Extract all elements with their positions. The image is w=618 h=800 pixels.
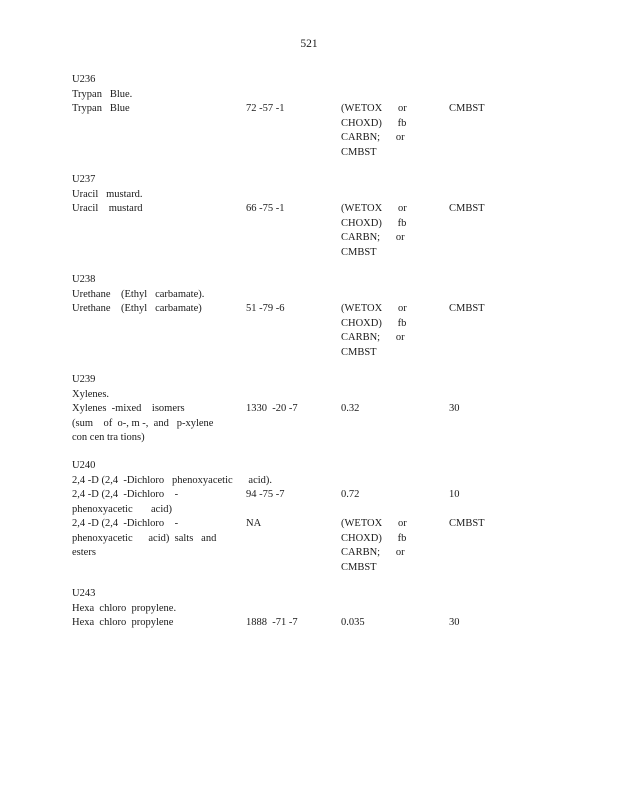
waste-code: U238: [72, 274, 96, 285]
waste-entry-u238: [72, 273, 552, 358]
wastewater-standard: (WETOX or CHOXD) fb CARBN; or CMBST: [341, 518, 407, 573]
cas-number: 51 -79 -6: [246, 303, 285, 314]
constituent-name: Trypan Blue: [72, 103, 130, 114]
table-row: [72, 202, 552, 258]
waste-code: U237: [72, 174, 96, 185]
constituent-name: Xylenes -mixed isomers (sum of o-, m -, and p-xylene con cen tra tions): [72, 403, 214, 443]
entry-title: 2,4 -D (2,4 -Dichloro phenoxyacetic acid).: [72, 474, 273, 486]
waste-code: U236: [72, 74, 96, 85]
cas-number: 66 -75 -1: [246, 203, 285, 214]
waste-entry-u236: [72, 73, 552, 158]
table-row: [72, 402, 552, 446]
nonwastewater-standard: 30: [449, 617, 460, 628]
nonwastewater-standard: CMBST: [449, 303, 485, 314]
table-row: [72, 102, 552, 158]
wastewater-standard: 0.32: [341, 403, 360, 414]
nonwastewater-standard: 10: [449, 489, 460, 500]
wastewater-standard: (WETOX or CHOXD) fb CARBN; or CMBST: [341, 203, 407, 258]
entry-title: Hexa chloro propylene.: [72, 602, 177, 614]
table-row: [72, 302, 552, 358]
table-row: [72, 517, 552, 575]
wastewater-standard: 0.035: [341, 617, 365, 628]
waste-code: U239: [72, 374, 96, 385]
constituent-name: Uracil mustard: [72, 203, 143, 214]
waste-entry-u240: [72, 459, 552, 575]
constituent-name: 2,4 -D (2,4 -Dichloro - phenoxyacetic acid) salts and esters: [72, 518, 217, 558]
nonwastewater-standard: CMBST: [449, 203, 485, 214]
wastewater-standard: (WETOX or CHOXD) fb CARBN; or CMBST: [341, 103, 407, 158]
entry-title: Uracil mustard.: [72, 188, 143, 200]
wastewater-standard: 0.72: [341, 489, 360, 500]
nonwastewater-standard: CMBST: [449, 103, 485, 114]
cas-number: 94 -75 -7: [246, 489, 285, 500]
table-row: [72, 488, 552, 517]
waste-entry-u243: [72, 587, 552, 631]
wastewater-standard: (WETOX or CHOXD) fb CARBN; or CMBST: [341, 303, 407, 358]
entry-title: Xylenes.: [72, 388, 110, 400]
cas-number: 1888 -71 -7: [246, 617, 298, 628]
nonwastewater-standard: 30: [449, 403, 460, 414]
cas-number: 1330 -20 -7: [246, 403, 298, 414]
cas-number: NA: [246, 518, 262, 529]
waste-entry-u239: [72, 373, 552, 446]
waste-code: U240: [72, 460, 96, 471]
waste-code: U243: [72, 588, 96, 599]
constituent-name: Urethane (Ethyl carbamate): [72, 303, 202, 314]
entry-title: Trypan Blue.: [72, 88, 133, 100]
nonwastewater-standard: CMBST: [449, 518, 485, 529]
cas-number: 72 -57 -1: [246, 103, 285, 114]
entry-title: Urethane (Ethyl carbamate).: [72, 288, 205, 300]
constituent-name: 2,4 -D (2,4 -Dichloro - phenoxyacetic acid): [72, 489, 179, 515]
table-row: [72, 616, 552, 631]
page-number: 521: [300, 38, 318, 50]
constituent-name: Hexa chloro propylene: [72, 617, 174, 628]
waste-entry-u237: [72, 173, 552, 258]
